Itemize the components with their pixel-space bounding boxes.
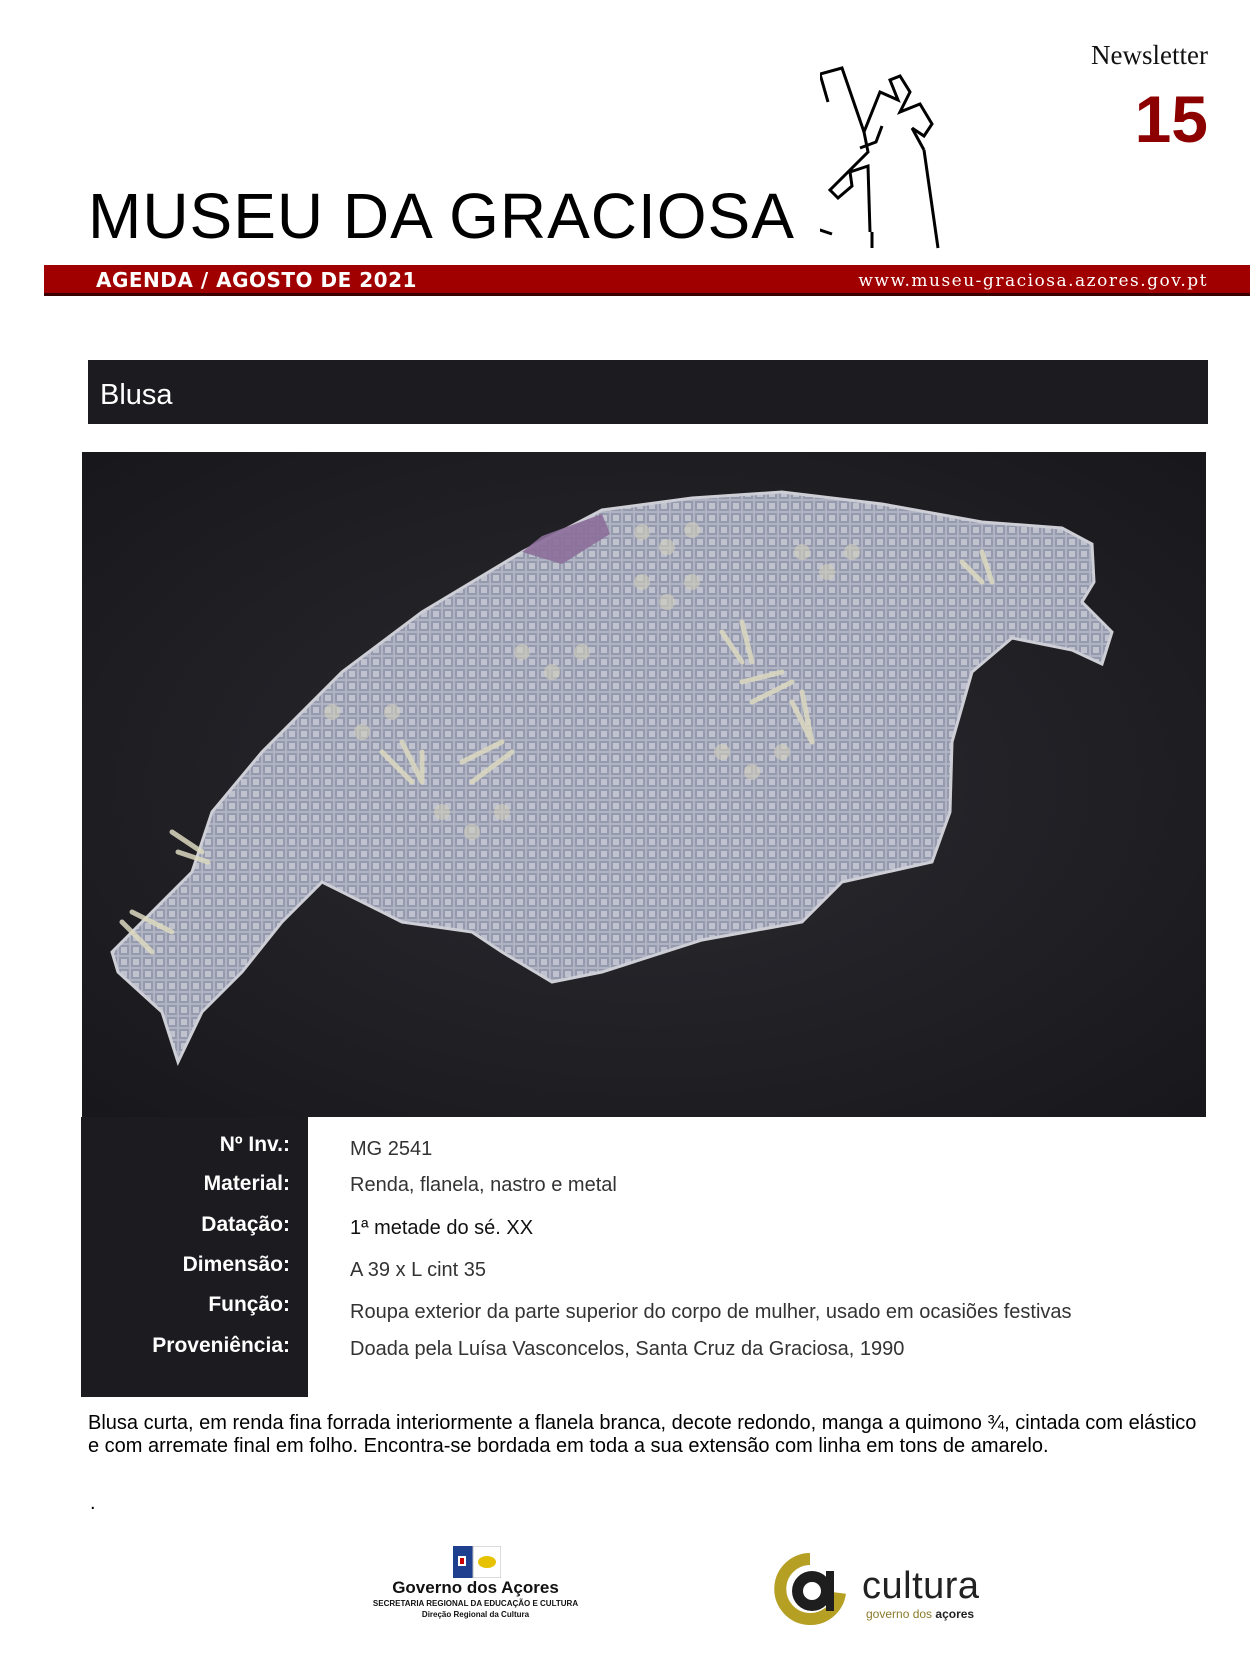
cultura-tagline	[866, 1607, 974, 1621]
dimension-value: A 39 x L cint 35	[350, 1259, 487, 1281]
blouse-illustration	[82, 452, 1206, 1117]
cultura-logo-icon	[770, 1553, 850, 1625]
trailing-dot: .	[90, 1492, 96, 1514]
cultura-tagline-b: açores	[935, 1607, 975, 1621]
dating-label: Datação:	[201, 1213, 290, 1236]
material-label: Material:	[203, 1172, 290, 1195]
material-value: Renda, flanela, nastro e metal	[350, 1174, 617, 1196]
inventory-value: MG 2541	[350, 1138, 433, 1160]
agenda-text: AGENDA / AGOSTO DE 2021	[96, 268, 417, 292]
blouse-photo	[82, 452, 1206, 1117]
provenance-label: Proveniência:	[152, 1334, 290, 1357]
azores-flag-icon	[453, 1546, 501, 1578]
dating-value: 1ª metade do sé. XX	[350, 1217, 534, 1239]
provenance-value: Doada pela Luísa Vasconcelos, Santa Cruz da Graciosa, 1990	[350, 1338, 905, 1360]
gov-direcao: Direção Regional da Cultura	[421, 1610, 530, 1619]
windmill-logo-icon	[820, 62, 1010, 262]
museum-title: MUSEU DA GRACIOSA	[88, 180, 795, 252]
newsletter-label: Newsletter	[1091, 40, 1208, 70]
inventory-label: Nº Inv.:	[219, 1133, 290, 1156]
function-value: Roupa exterior da parte superior do corpo de mulher, usado em ocasiões festivas	[350, 1301, 1072, 1323]
section-title: Blusa	[100, 379, 173, 411]
dimension-label: Dimensão:	[182, 1253, 290, 1276]
function-label: Função:	[208, 1293, 290, 1316]
gov-name: Governo dos Açores	[392, 1578, 559, 1597]
issue-number: 15	[1134, 82, 1208, 156]
gov-secretaria: SECRETARIA REGIONAL DA EDUCAÇÃO E CULTURA	[372, 1599, 579, 1608]
website-link[interactable]: www.museu-graciosa.azores.gov.pt	[858, 271, 1208, 291]
cultura-tagline-a: governo dos	[866, 1607, 936, 1621]
section-title-bar	[88, 360, 1208, 424]
object-description: Blusa curta, em renda fina forrada interiormente a flanela branca, decote redondo, manga a quimono ¾, cintada com elástico e com arremate final em folho. Encontra-se bordada em toda a sua extensão com linha em tons de amarelo.	[88, 1412, 1197, 1457]
cultura-wordmark: cultura	[862, 1565, 980, 1607]
